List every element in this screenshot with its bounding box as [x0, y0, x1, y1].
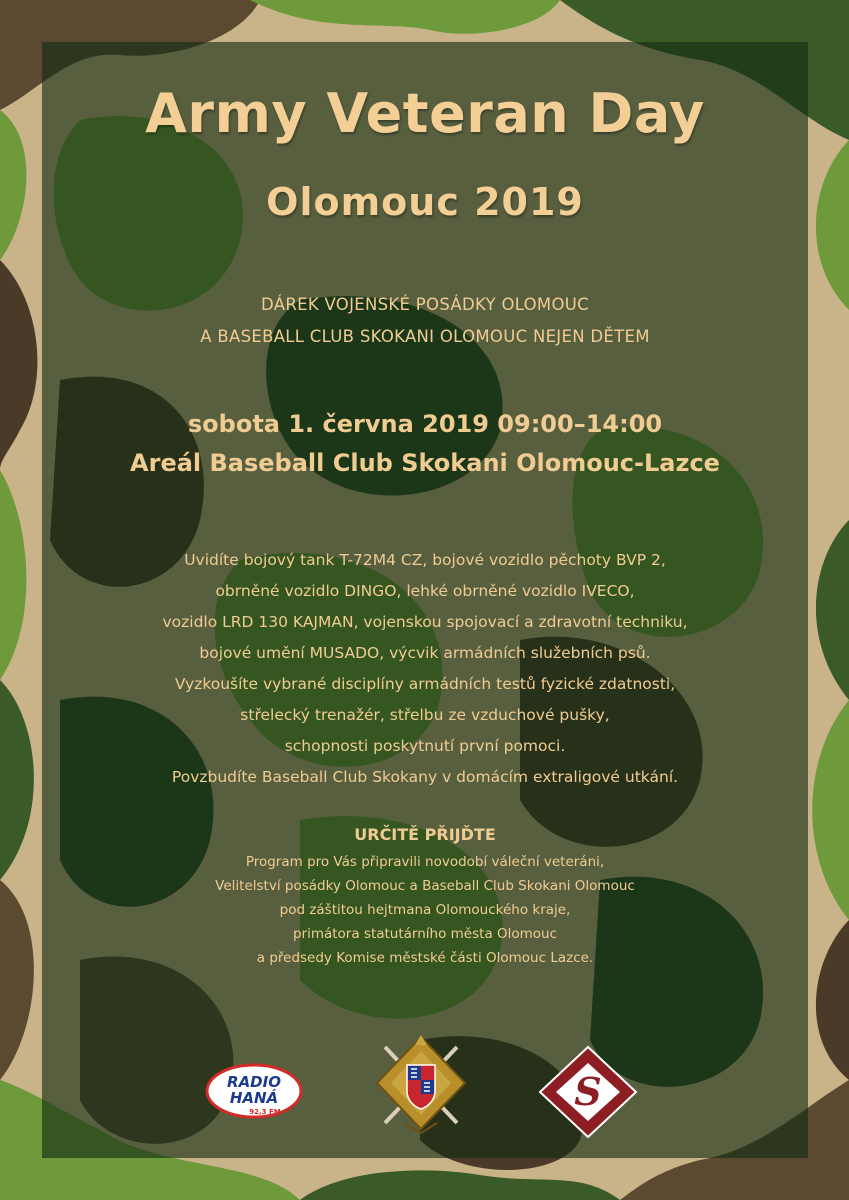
radio-logo-line1: RADIO: [227, 1073, 281, 1091]
program-line: obrněné vozidlo DINGO, lehké obrněné vozidlo IVECO,: [215, 582, 635, 600]
event-date-venue: [42, 405, 808, 483]
program-line: schopnosti poskytnutí první pomoci.: [284, 737, 566, 755]
skokani-logo-letter: S: [574, 1069, 602, 1114]
poster-subtitle: Olomouc 2019: [266, 180, 584, 224]
radio-hana-logo: [205, 1062, 303, 1120]
come-heading: URČITĚ PŘIJĎTE: [354, 825, 496, 844]
program-line: Povzbudíte Baseball Club Skokany v domácím extraligové utkání.: [171, 768, 679, 786]
program-line: střelecký trenažér, střelbu ze vzduchové pušky,: [240, 706, 610, 724]
program-line: vozidlo LRD 130 KAJMAN, vojenskou spojovací a zdravotní techniku,: [162, 613, 688, 631]
poster-title: Army Veteran Day: [145, 82, 705, 145]
credits-line: Velitelství posádky Olomouc a Baseball Club Skokani Olomouc: [215, 878, 635, 894]
army-crest-icon: [375, 1035, 467, 1135]
event-venue: Areál Baseball Club Skokani Olomouc-Lazce: [130, 449, 720, 477]
organizers-line: DÁREK VOJENSKÉ POSÁDKY OLOMOUC: [261, 295, 589, 314]
credits-line: pod záštitou hejtmana Olomouckého kraje,: [279, 902, 571, 918]
program-description: [42, 545, 808, 793]
program-line: Uvidíte bojový tank T-72M4 CZ, bojové vozidlo pěchoty BVP 2,: [184, 551, 666, 569]
credits: [42, 850, 808, 970]
credits-line: Program pro Vás připravili novodobí váleční veteráni,: [245, 854, 605, 870]
skokani-logo: [538, 1045, 638, 1140]
credits-line: primátora statutárního města Olomouc: [292, 926, 558, 942]
program-line: Vyzkoušíte vybrané disciplíny armádních testů fyzické zdatnosti,: [174, 675, 676, 693]
credits-line: a předsedy Komise městské části Olomouc Lazce.: [256, 950, 594, 966]
radio-logo-freq: 92,3 FM: [249, 1108, 281, 1116]
organizers: [42, 289, 808, 353]
program-line: bojové umění MUSADO, výcvik armádních služebních psů.: [199, 644, 651, 662]
organizers-line: A BASEBALL CLUB SKOKANI OLOMOUC NEJEN DĚTEM: [200, 327, 650, 346]
event-date: sobota 1. června 2019 09:00–14:00: [187, 410, 663, 438]
radio-logo-line2: HANÁ: [229, 1089, 279, 1107]
